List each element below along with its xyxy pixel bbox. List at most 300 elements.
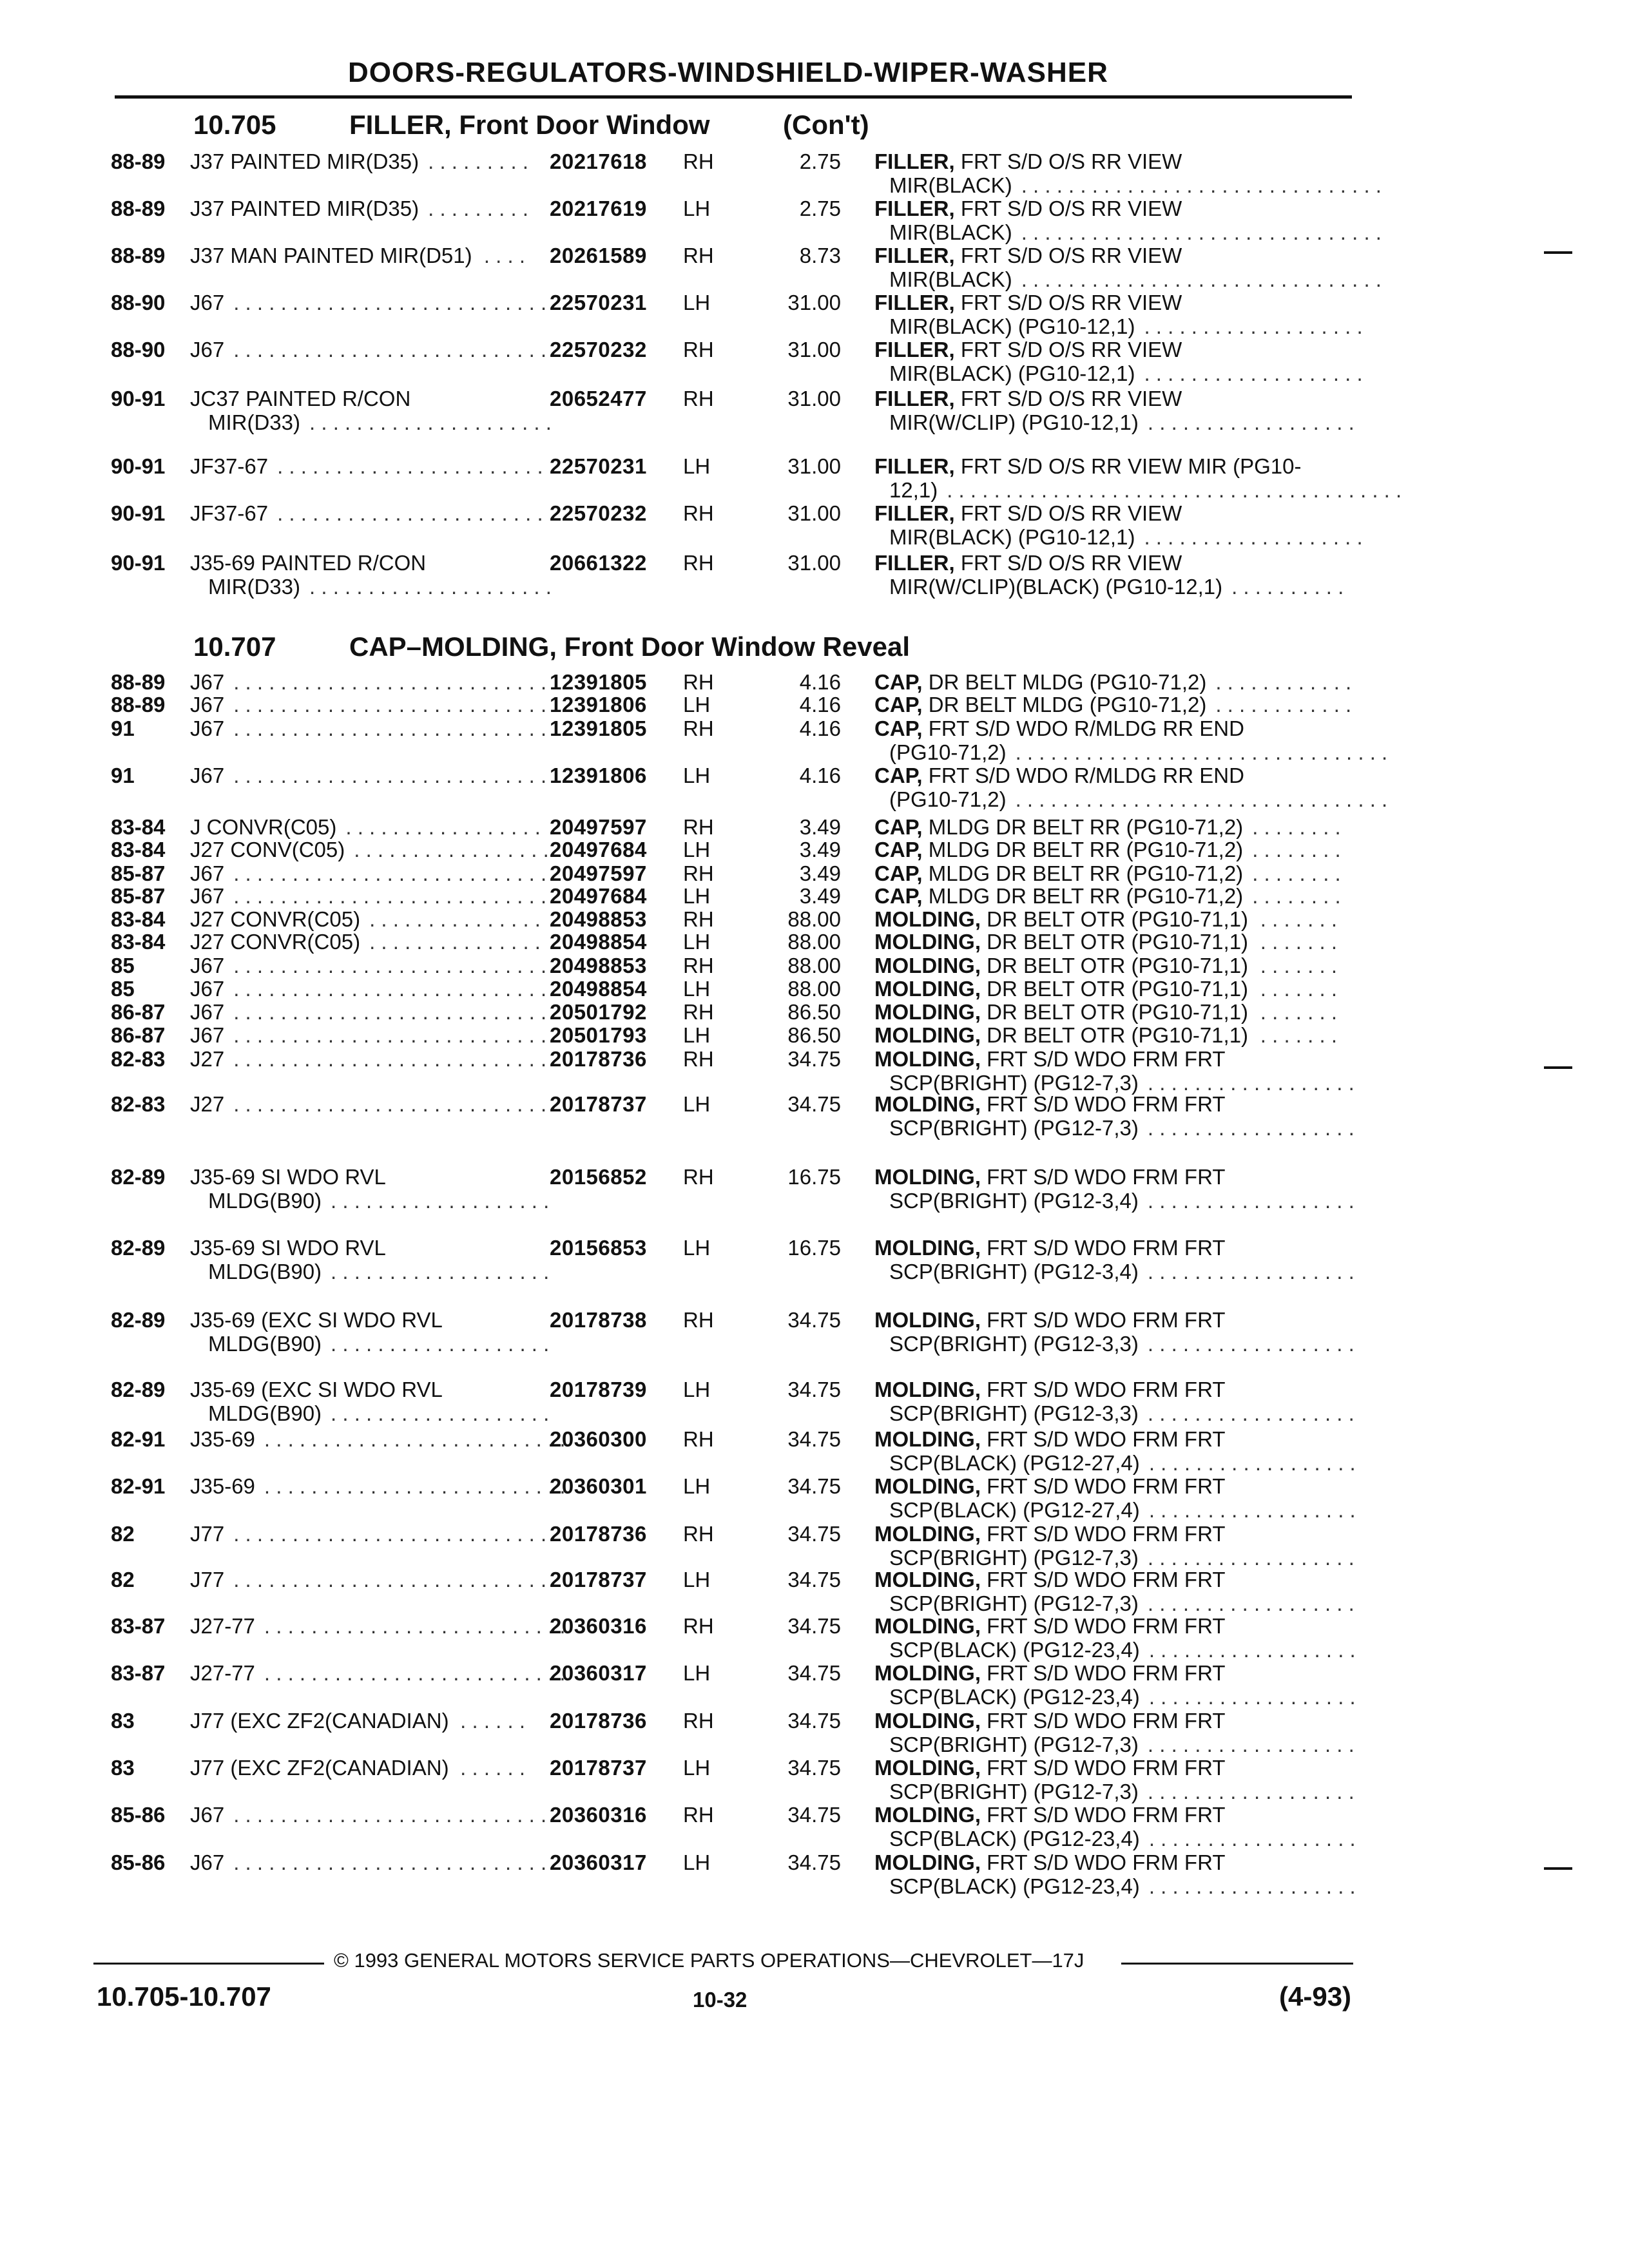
- vehicle-description: J67: [190, 764, 225, 787]
- model-years: 88-89: [111, 244, 166, 267]
- model-years: 88-90: [111, 291, 166, 314]
- part-name-keyword: CAP,: [874, 716, 923, 740]
- dot-leader: . . . . . . . . . . . . . . . . . . . . . . . . . . . . .: [233, 1522, 570, 1546]
- side-code: RH: [683, 149, 714, 173]
- part-name-keyword: MOLDING,: [874, 1850, 981, 1874]
- dot-leader: . . . . . . . . . . . . . . .: [369, 930, 541, 954]
- part-number: 12391805: [550, 670, 647, 694]
- vehicle-description: J35-69 (EXC SI WDO RVL: [190, 1308, 443, 1332]
- dot-leader: . . . . . . . .: [1252, 861, 1341, 885]
- dot-leader: . . . . . . .: [1260, 1000, 1337, 1024]
- part-name: [874, 930, 1248, 954]
- dot-leader: . . . . . . . . . . . . . . . . . . . . . . . . . .: [264, 1661, 566, 1685]
- part-name-keyword: MOLDING,: [874, 907, 981, 931]
- vehicle-description: J27 CONVR(C05): [190, 930, 361, 954]
- part-name: [874, 1522, 1225, 1546]
- part-name-keyword: FILLER,: [874, 551, 955, 575]
- part-name: [874, 1378, 1225, 1401]
- list-price: 31.00: [787, 501, 841, 525]
- list-price: 34.75: [787, 1709, 841, 1733]
- dot-leader: . . . . . . . . . . . . . . . . .: [354, 838, 549, 861]
- vehicle-description: J67: [190, 338, 225, 361]
- section-title: FILLER, Front Door Window: [349, 110, 710, 140]
- vehicle-description-cont: MIR(D33): [208, 410, 301, 434]
- part-name-keyword: FILLER,: [874, 454, 955, 478]
- part-number: 20501792: [550, 1000, 647, 1024]
- model-years: 88-89: [111, 693, 166, 716]
- list-price: 4.16: [799, 716, 841, 740]
- part-name-detail: MLDG DR BELT RR (PG10-71,2): [928, 861, 1244, 885]
- model-years: 82-91: [111, 1427, 166, 1451]
- part-name: [874, 1756, 1225, 1780]
- part-name: [874, 954, 1248, 977]
- vehicle-description-cont: MLDG(B90): [208, 1260, 322, 1283]
- part-number: 20498854: [550, 930, 647, 954]
- part-number: 12391805: [550, 716, 647, 740]
- part-number: 20497597: [550, 815, 647, 839]
- part-number: 20360316: [550, 1803, 647, 1827]
- part-name: [874, 1165, 1225, 1189]
- part-name-detail: FRT S/D O/S RR VIEW: [960, 291, 1182, 314]
- part-number: 20360317: [550, 1661, 647, 1685]
- part-name-keyword: MOLDING,: [874, 954, 981, 977]
- part-name-cont: SCP(BRIGHT) (PG12-7,3): [889, 1546, 1139, 1570]
- part-name-keyword: MOLDING,: [874, 1568, 981, 1591]
- side-code: LH: [683, 693, 711, 716]
- dot-leader: . . . . . . . . . . . . . . . . . .: [1147, 1546, 1354, 1570]
- part-name: [874, 551, 1182, 575]
- dot-leader: . . . . . . . . . . . . . . . . . . . . . . . . . . . . .: [233, 764, 570, 787]
- dot-leader: . . . . . . . . . . . . . . . . . . . . . . . . . . . . .: [233, 1023, 570, 1047]
- part-name: [874, 716, 1244, 740]
- vehicle-description-cont: MLDG(B90): [208, 1189, 322, 1213]
- part-name-keyword: FILLER,: [874, 197, 955, 220]
- model-years: 85: [111, 977, 135, 1001]
- table-row: [0, 1427, 1629, 1479]
- part-number: 20178738: [550, 1308, 647, 1332]
- part-number: 20178739: [550, 1378, 647, 1401]
- part-name: [874, 693, 1206, 716]
- dot-leader: . . . . . . . . . . . . . . . . .: [345, 815, 541, 839]
- part-name-detail: FRT S/D WDO FRM FRT: [987, 1474, 1226, 1498]
- side-code: LH: [683, 291, 711, 314]
- dot-leader: . . . . . . . . . . . . . . . . . . .: [1144, 361, 1363, 385]
- part-name-keyword: MOLDING,: [874, 1236, 981, 1260]
- part-name-cont: SCP(BRIGHT) (PG12-7,3): [889, 1071, 1139, 1095]
- section-continued: (Con't): [783, 110, 869, 140]
- margin-mark: [1544, 1867, 1572, 1870]
- footer-rule-right: [1121, 1963, 1353, 1965]
- dot-leader: . . . . . . . . . . . . . . . . . . .: [331, 1260, 550, 1283]
- part-name-cont: SCP(BLACK) (PG12-23,4): [889, 1874, 1140, 1898]
- side-code: LH: [683, 884, 711, 908]
- part-number: 20178737: [550, 1756, 647, 1780]
- table-row: [0, 1047, 1629, 1099]
- part-number: 20497597: [550, 861, 647, 885]
- part-name-keyword: FILLER,: [874, 244, 955, 267]
- part-name-cont: SCP(BRIGHT) (PG12-7,3): [889, 1733, 1139, 1756]
- model-years: 82: [111, 1522, 135, 1546]
- side-code: LH: [683, 1568, 711, 1591]
- part-name-cont: MIR(BLACK) (PG10-12,1): [889, 361, 1135, 385]
- vehicle-description: J37 PAINTED MIR(D35): [190, 149, 419, 173]
- table-row: [0, 764, 1629, 815]
- table-row: [0, 1614, 1629, 1666]
- side-code: RH: [683, 815, 714, 839]
- dot-leader: . . . . . . . . . . . . . . . . . . . . . . . . . . . . .: [233, 670, 570, 694]
- side-code: RH: [683, 1000, 714, 1024]
- part-name-detail: FRT S/D WDO FRM FRT: [987, 1165, 1226, 1189]
- vehicle-description: J67: [190, 291, 225, 314]
- dot-leader: . . . . . . . . . . . . . . . . . .: [1148, 1685, 1356, 1709]
- table-row: [0, 1661, 1629, 1713]
- part-name: [874, 197, 1182, 220]
- part-name: [874, 1568, 1225, 1591]
- dot-leader: . . . . . . . . . . . . . . . . . . . . . . . . . . . . .: [233, 1000, 570, 1024]
- part-name-cont: SCP(BRIGHT) (PG12-3,3): [889, 1401, 1139, 1425]
- list-price: 8.73: [799, 244, 841, 267]
- dot-leader: . . . . . . . . . . . . . . . . . .: [1147, 1733, 1354, 1756]
- dot-leader: . . . . . . . . . . . . . . . . . . . . . . . . . . . . . . . .: [1015, 740, 1388, 764]
- part-name-detail: FRT S/D WDO FRM FRT: [987, 1378, 1226, 1401]
- part-number: 20156853: [550, 1236, 647, 1260]
- part-name: [874, 1092, 1225, 1116]
- side-code: LH: [683, 197, 711, 220]
- list-price: 34.75: [787, 1427, 841, 1451]
- vehicle-description-cont: MLDG(B90): [208, 1401, 322, 1425]
- table-row: [0, 501, 1629, 553]
- part-number: 20261589: [550, 244, 647, 267]
- part-number: 22570232: [550, 338, 647, 361]
- dot-leader: . . . . . . . . . . . . . . . . . . . . . . . . . . . . .: [233, 716, 570, 740]
- list-price: 34.75: [787, 1568, 841, 1591]
- vehicle-description: J27-77: [190, 1614, 255, 1638]
- list-price: 34.75: [787, 1756, 841, 1780]
- dot-leader: . . . . . . . . . . . . . . . . . . .: [1144, 525, 1363, 549]
- dot-leader: . . . . . . . . . . . . . . . . . .: [1148, 1638, 1356, 1662]
- list-price: 31.00: [787, 338, 841, 361]
- dot-leader: . . . . . . . . . . . . . . . . . . . . . . . . . . . . .: [233, 693, 570, 716]
- part-name: [874, 815, 1243, 839]
- part-name-detail: FRT S/D WDO FRM FRT: [987, 1568, 1226, 1591]
- part-name-keyword: MOLDING,: [874, 930, 981, 954]
- dot-leader: . . . . . . . . . . . . . . . . . .: [1147, 1332, 1354, 1356]
- part-number: 22570231: [550, 291, 647, 314]
- list-price: 88.00: [787, 977, 841, 1001]
- dot-leader: . . . . . . . . . . . . . . . . . . .: [331, 1189, 550, 1213]
- model-years: 88-90: [111, 338, 166, 361]
- section-number: 10.705: [193, 110, 276, 140]
- dot-leader: . . . . . . . . . . . . . . . . . .: [1148, 1827, 1356, 1850]
- vehicle-description: J67: [190, 1803, 225, 1827]
- part-name-detail: DR BELT OTR (PG10-71,1): [987, 930, 1249, 954]
- vehicle-description: J37 PAINTED MIR(D35): [190, 197, 419, 220]
- part-name-cont: MIR(BLACK) (PG10-12,1): [889, 314, 1135, 338]
- list-price: 88.00: [787, 954, 841, 977]
- part-name: [874, 1614, 1225, 1638]
- part-name-detail: FRT S/D O/S RR VIEW: [960, 501, 1182, 525]
- side-code: LH: [683, 838, 711, 861]
- vehicle-description: J67: [190, 1850, 225, 1874]
- list-price: 4.16: [799, 693, 841, 716]
- table-row: [0, 149, 1629, 201]
- side-code: LH: [683, 1092, 711, 1116]
- part-name-detail: DR BELT OTR (PG10-71,1): [987, 1000, 1249, 1024]
- side-code: LH: [683, 930, 711, 954]
- model-years: 85-86: [111, 1803, 166, 1827]
- part-name-detail: FRT S/D WDO FRM FRT: [987, 1850, 1226, 1874]
- vehicle-description: J67: [190, 670, 225, 694]
- vehicle-description: J77: [190, 1522, 225, 1546]
- part-name: [874, 291, 1182, 314]
- part-name-keyword: MOLDING,: [874, 1023, 981, 1047]
- part-name: [874, 244, 1182, 267]
- part-name-cont: SCP(BLACK) (PG12-23,4): [889, 1827, 1140, 1850]
- part-name-keyword: CAP,: [874, 861, 923, 885]
- part-name-keyword: MOLDING,: [874, 1165, 981, 1189]
- vehicle-description: J35-69: [190, 1474, 255, 1498]
- part-name: [874, 454, 1302, 478]
- dot-leader: . . . . . . . .: [1252, 815, 1341, 839]
- part-name: [874, 670, 1206, 694]
- dot-leader: . . . . . . . . . . . . . . . . . . .: [331, 1332, 550, 1356]
- table-row: [0, 1165, 1629, 1216]
- dot-leader: . . . . . . . . . . . . . . . . . .: [1147, 1401, 1354, 1425]
- model-years: 83-87: [111, 1614, 166, 1638]
- part-name-detail: FRT S/D WDO FRM FRT: [987, 1614, 1226, 1638]
- model-years: 85-87: [111, 884, 166, 908]
- table-row: [0, 1474, 1629, 1526]
- vehicle-description: J27-77: [190, 1661, 255, 1685]
- part-name-keyword: CAP,: [874, 838, 923, 861]
- vehicle-description: J67: [190, 977, 225, 1001]
- part-name-detail: FRT S/D WDO FRM FRT: [987, 1756, 1226, 1780]
- part-number: 20360317: [550, 1850, 647, 1874]
- dot-leader: . . . . . . . . . . . . . . . . . .: [1147, 1116, 1354, 1140]
- part-name-detail: FRT S/D WDO FRM FRT: [987, 1709, 1226, 1733]
- list-price: 3.49: [799, 815, 841, 839]
- part-name: [874, 907, 1248, 931]
- table-row: [0, 1756, 1629, 1807]
- vehicle-description: JF37-67: [190, 454, 269, 478]
- dot-leader: . . . . . . .: [1260, 930, 1337, 954]
- table-row: [0, 338, 1629, 389]
- side-code: RH: [683, 1308, 714, 1332]
- side-code: RH: [683, 501, 714, 525]
- part-name-cont: SCP(BRIGHT) (PG12-3,4): [889, 1189, 1139, 1213]
- side-code: LH: [683, 454, 711, 478]
- model-years: 85-87: [111, 861, 166, 885]
- model-years: 88-89: [111, 670, 166, 694]
- model-years: 83-84: [111, 838, 166, 861]
- dot-leader: . . . . . . . . . . . . . . . . . . .: [331, 1401, 550, 1425]
- part-name-cont: MIR(BLACK): [889, 220, 1012, 244]
- vehicle-description: J27: [190, 1092, 225, 1116]
- dot-leader: . . . . . . . . . . . . . . . . . . . . . . . . . . . . . . .: [1021, 220, 1382, 244]
- part-name: [874, 1709, 1225, 1733]
- table-row: [0, 1378, 1629, 1429]
- list-price: 3.49: [799, 884, 841, 908]
- dot-leader: . . . . . . . . . . . . . . . . . . . . . . . . . . . . .: [233, 977, 570, 1001]
- dot-leader: . . . . . . . . . . . . . . . . . . . . . . . . . . . . .: [233, 338, 570, 361]
- part-name-keyword: MOLDING,: [874, 1756, 981, 1780]
- side-code: RH: [683, 954, 714, 977]
- part-name: [874, 884, 1243, 908]
- part-name-detail: FRT S/D WDO FRM FRT: [987, 1803, 1226, 1827]
- list-price: 3.49: [799, 861, 841, 885]
- part-name-keyword: CAP,: [874, 884, 923, 908]
- part-number: 20498853: [550, 907, 647, 931]
- part-name: [874, 1308, 1225, 1332]
- part-number: 20156852: [550, 1165, 647, 1189]
- part-name-cont: (PG10-71,2): [889, 740, 1007, 764]
- part-name: [874, 501, 1182, 525]
- vehicle-description: J77 (EXC ZF2(CANADIAN): [190, 1709, 449, 1733]
- part-name-cont: SCP(BLACK) (PG12-27,4): [889, 1498, 1140, 1522]
- part-name: [874, 338, 1182, 361]
- table-row: [0, 1709, 1629, 1760]
- part-name-detail: DR BELT OTR (PG10-71,1): [987, 954, 1249, 977]
- vehicle-description: J77: [190, 1568, 225, 1591]
- model-years: 82-91: [111, 1474, 166, 1498]
- side-code: RH: [683, 861, 714, 885]
- model-years: 90-91: [111, 501, 166, 525]
- table-row: [0, 291, 1629, 342]
- model-years: 83-84: [111, 907, 166, 931]
- part-name-detail: FRT S/D O/S RR VIEW MIR (PG10-: [960, 454, 1302, 478]
- list-price: 31.00: [787, 291, 841, 314]
- part-number: 20217618: [550, 149, 647, 173]
- model-years: 82-83: [111, 1092, 166, 1116]
- part-name-cont: SCP(BRIGHT) (PG12-7,3): [889, 1116, 1139, 1140]
- part-name-detail: FRT S/D WDO FRM FRT: [987, 1308, 1226, 1332]
- part-number: 20178736: [550, 1709, 647, 1733]
- table-row: [0, 1092, 1629, 1144]
- part-name: [874, 1474, 1225, 1498]
- part-number: 20360316: [550, 1614, 647, 1638]
- model-years: 82-89: [111, 1308, 166, 1332]
- margin-mark: [1544, 1066, 1572, 1069]
- part-name: [874, 1236, 1225, 1260]
- part-name-keyword: FILLER,: [874, 149, 955, 173]
- side-code: LH: [683, 977, 711, 1001]
- dot-leader: . . . . . . . . . . . .: [1215, 670, 1352, 694]
- part-name-cont: SCP(BLACK) (PG12-23,4): [889, 1638, 1140, 1662]
- table-row: [0, 1850, 1629, 1902]
- list-price: 34.75: [787, 1803, 841, 1827]
- part-name: [874, 977, 1248, 1001]
- part-name: [874, 838, 1243, 861]
- part-name-keyword: FILLER,: [874, 291, 955, 314]
- vehicle-description: J67: [190, 861, 225, 885]
- vehicle-description: JC37 PAINTED R/CON: [190, 387, 411, 410]
- dot-leader: . . . . . . . . . . . . . . . . . . . . . . . . . .: [264, 1614, 566, 1638]
- side-code: RH: [683, 907, 714, 931]
- part-name-keyword: MOLDING,: [874, 977, 981, 1001]
- footer-copyright: © 1993 GENERAL MOTORS SERVICE PARTS OPERATIONS—CHEVROLET—17J: [334, 1949, 1084, 1972]
- dot-leader: . . . . . . . . . . . . . . . . . . . . . . . .: [277, 501, 555, 525]
- dot-leader: . . . . . . . . .: [428, 197, 528, 220]
- dot-leader: . . . . . . . .: [1252, 838, 1341, 861]
- part-number: 20497684: [550, 884, 647, 908]
- part-name: [874, 387, 1182, 410]
- part-name-detail: FRT S/D WDO FRM FRT: [987, 1661, 1226, 1685]
- part-name-cont: SCP(BRIGHT) (PG12-3,4): [889, 1260, 1139, 1283]
- model-years: 88-89: [111, 197, 166, 220]
- vehicle-description: J77 (EXC ZF2(CANADIAN): [190, 1756, 449, 1780]
- part-name-cont: SCP(BRIGHT) (PG12-7,3): [889, 1591, 1139, 1615]
- part-name: [874, 1023, 1248, 1047]
- part-name-keyword: FILLER,: [874, 387, 955, 410]
- dot-leader: . . . . . . .: [1260, 954, 1337, 977]
- list-price: 2.75: [799, 149, 841, 173]
- table-row: [0, 197, 1629, 248]
- model-years: 83-84: [111, 930, 166, 954]
- vehicle-description: J67: [190, 693, 225, 716]
- part-name-detail: FRT S/D WDO FRM FRT: [987, 1522, 1226, 1546]
- model-years: 85: [111, 954, 135, 977]
- model-years: 91: [111, 764, 135, 787]
- part-number: 20178736: [550, 1047, 647, 1071]
- vehicle-description-cont: MIR(D33): [208, 575, 301, 599]
- side-code: LH: [683, 1378, 711, 1401]
- list-price: 31.00: [787, 454, 841, 478]
- table-row: [0, 244, 1629, 295]
- section-number: 10.707: [193, 631, 276, 662]
- side-code: RH: [683, 387, 714, 410]
- part-name-detail: FRT S/D O/S RR VIEW: [960, 149, 1182, 173]
- part-name-keyword: CAP,: [874, 670, 923, 694]
- dot-leader: . . . . . . . . . . . . . . . . . .: [1147, 410, 1354, 434]
- part-name-keyword: MOLDING,: [874, 1378, 981, 1401]
- vehicle-description: J67: [190, 884, 225, 908]
- model-years: 83-84: [111, 815, 166, 839]
- part-name-cont: MIR(BLACK) (PG10-12,1): [889, 525, 1135, 549]
- table-row: [0, 1236, 1629, 1287]
- vehicle-description-cont: MLDG(B90): [208, 1332, 322, 1356]
- part-name-cont: SCP(BRIGHT) (PG12-3,3): [889, 1332, 1139, 1356]
- part-number: 12391806: [550, 764, 647, 787]
- part-name-keyword: MOLDING,: [874, 1614, 981, 1638]
- model-years: 88-89: [111, 149, 166, 173]
- dot-leader: . . . .: [483, 244, 525, 267]
- part-name: [874, 861, 1243, 885]
- dot-leader: . . . . . . . . . . . . . . . . . . . . . . . . . . . . .: [233, 884, 570, 908]
- side-code: RH: [683, 551, 714, 575]
- model-years: 82: [111, 1568, 135, 1591]
- part-number: 22570232: [550, 501, 647, 525]
- side-code: RH: [683, 1709, 714, 1733]
- part-name-detail: FRT S/D WDO R/MLDG RR END: [928, 716, 1244, 740]
- vehicle-description: J27 CONV(C05): [190, 838, 345, 861]
- dot-leader: . . . . . . . . . . . . . . . . . . . . . . . . . . . . .: [233, 1568, 570, 1591]
- side-code: RH: [683, 1803, 714, 1827]
- part-name-detail: FRT S/D O/S RR VIEW: [960, 338, 1182, 361]
- dot-leader: . . . . . . . . . . . . . . . . . .: [1147, 1071, 1354, 1095]
- model-years: 85-86: [111, 1850, 166, 1874]
- dot-leader: . . . . . . . . . . . . . . . . . .: [1148, 1451, 1356, 1475]
- side-code: LH: [683, 1661, 711, 1685]
- model-years: 91: [111, 716, 135, 740]
- part-name-detail: MLDG DR BELT RR (PG10-71,2): [928, 884, 1244, 908]
- dot-leader: . . . . . . . . .: [428, 149, 528, 173]
- side-code: RH: [683, 716, 714, 740]
- list-price: 31.00: [787, 387, 841, 410]
- dot-leader: . . . . . . . . . . . . . . . . . . . . . . . . . . . . . . . . . . . . . . .: [947, 478, 1402, 502]
- side-code: RH: [683, 1047, 714, 1071]
- vehicle-description: J27: [190, 1047, 225, 1071]
- part-number: 20360300: [550, 1427, 647, 1451]
